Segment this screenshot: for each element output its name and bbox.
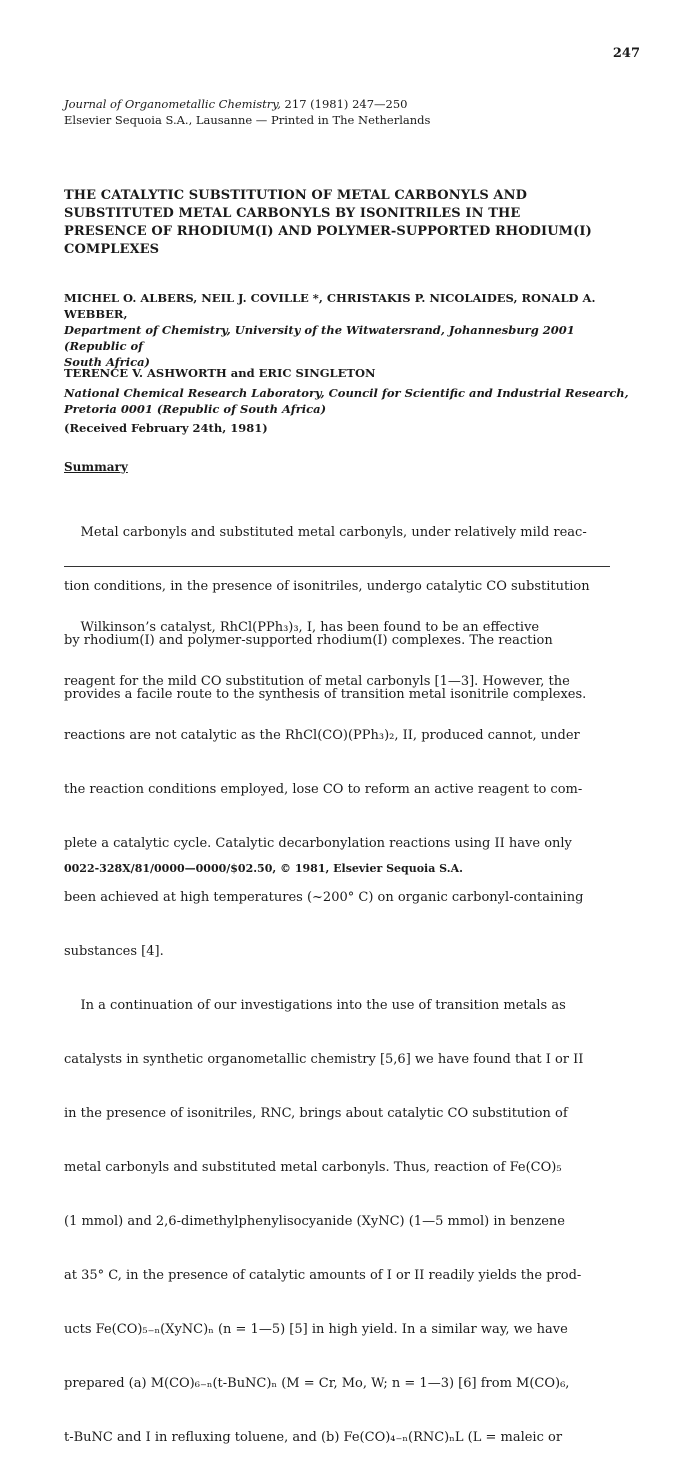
article-title <box>64 187 624 259</box>
authors-group-2: TERENCE V. ASHWORTH and ERIC SINGLETON <box>64 366 376 380</box>
body-line: (1 mmol) and 2,6-dimethylphenylisocyanide (XyNC) (1—5 mmol) in benzene <box>64 1214 565 1229</box>
summary-line: tion conditions, in the presence of isonitriles, undergo catalytic CO substitution <box>64 579 590 594</box>
body-text <box>64 583 583 1465</box>
affiliation-line: National Chemical Research Laboratory, Council for Scientific and Industrial Research, <box>64 386 629 400</box>
body-line: in the presence of isonitriles, RNC, brings about catalytic CO substitution of <box>64 1106 568 1121</box>
title-line: SUBSTITUTED METAL CARBONYLS BY ISONITRILES IN THE <box>64 206 521 221</box>
author-line: MICHEL O. ALBERS, NEIL J. COVILLE *, CHRISTAKIS P. NICOLAIDES, RONALD A. <box>64 291 596 305</box>
affiliation-1 <box>64 322 634 370</box>
affiliation-line: Department of Chemistry, University of the Witwatersrand, Johannesburg 2001 (Republic of <box>64 323 575 353</box>
body-line: Wilkinson’s catalyst, RhCl(PPh₃)₃, I, has been found to be an effective <box>64 620 540 635</box>
body-line: ucts Fe(CO)₅₋ₙ(XyNC)ₙ (n = 1—5) [5] in high yield. In a similar way, we have <box>64 1322 568 1337</box>
journal-name: Journal of Organometallic Chemistry, <box>64 97 281 111</box>
title-line: THE CATALYTIC SUBSTITUTION OF METAL CARBONYLS AND <box>64 188 527 203</box>
body-line: In a continuation of our investigations into the use of transition metals as <box>64 998 566 1013</box>
summary-line: provides a facile route to the synthesis of transition metal isonitrile complexes. <box>64 687 587 702</box>
body-line: been achieved at high temperatures (~200° C) on organic carbonyl-containing <box>64 890 584 905</box>
summary-heading: Summary <box>64 460 128 474</box>
affiliation-line: South Africa) <box>64 355 151 369</box>
summary-line: Metal carbonyls and substituted metal carbonyls, under relatively mild reac- <box>64 525 587 540</box>
journal-header <box>64 96 430 128</box>
page-number: 247 <box>612 46 640 61</box>
author-line: WEBBER, <box>64 307 128 321</box>
title-line: PRESENCE OF RHODIUM(I) AND POLYMER-SUPPORTED RHODIUM(I) <box>64 224 592 239</box>
body-line: t-BuNC and I in refluxing toluene, and (b) Fe(CO)₄₋ₙ(RNC)ₙL (L = maleic or <box>64 1430 563 1445</box>
footer-copyright: 0022-328X/81/0000—0000/$02.50, © 1981, Elsevier Sequoia S.A. <box>64 862 463 875</box>
body-line: substances [4]. <box>64 944 164 959</box>
authors-group-1 <box>64 290 624 322</box>
summary-line: by rhodium(I) and polymer-supported rhodium(I) complexes. The reaction <box>64 633 553 648</box>
body-line: metal carbonyls and substituted metal carbonyls. Thus, reaction of Fe(CO)₅ <box>64 1160 562 1175</box>
body-line: reagent for the mild CO substitution of metal carbonyls [1—3]. However, the <box>64 674 570 689</box>
section-divider <box>64 566 610 567</box>
body-line: at 35° C, in the presence of catalytic amounts of I or II readily yields the prod- <box>64 1268 582 1283</box>
journal-reference: 217 (1981) 247—250 <box>280 97 408 111</box>
title-line: COMPLEXES <box>64 242 160 257</box>
received-date: (Received February 24th, 1981) <box>64 421 268 435</box>
body-line: the reaction conditions employed, lose CO to reform an active reagent to com- <box>64 782 583 797</box>
body-line: prepared (a) M(CO)₆₋ₙ(t-BuNC)ₙ (M = Cr, Mo, W; n = 1—3) [6] from M(CO)₆, <box>64 1376 570 1391</box>
body-line: reactions are not catalytic as the RhCl(CO)(PPh₃)₂, II, produced cannot, under <box>64 728 580 743</box>
journal-citation <box>64 96 430 112</box>
body-line: catalysts in synthetic organometallic chemistry [5,6] we have found that I or II <box>64 1052 584 1067</box>
publisher-line: Elsevier Sequoia S.A., Lausanne — Printed in The Netherlands <box>64 113 431 127</box>
affiliation-2 <box>64 385 634 417</box>
body-line: plete a catalytic cycle. Catalytic decarbonylation reactions using II have only <box>64 836 572 851</box>
affiliation-line: Pretoria 0001 (Republic of South Africa) <box>64 402 327 416</box>
